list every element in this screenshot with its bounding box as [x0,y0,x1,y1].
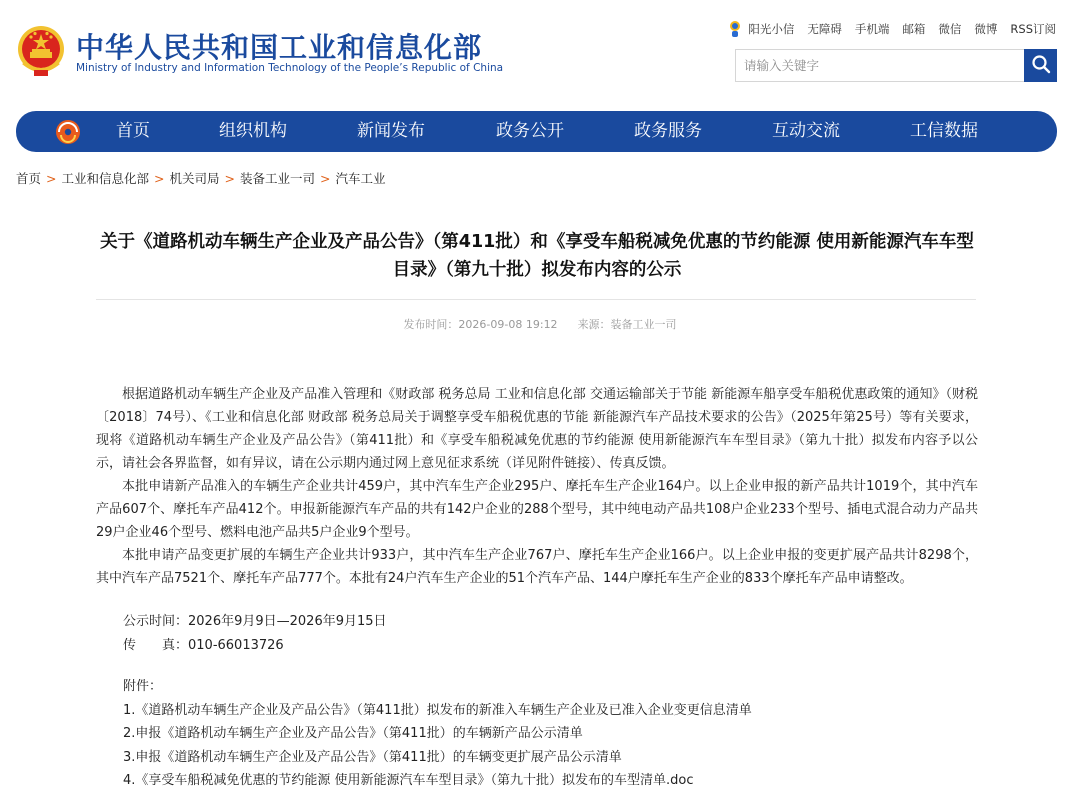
breadcrumb-home[interactable]: 首页 [16,171,42,186]
nav-item-interaction[interactable]: 互动交流 [772,121,840,141]
top-link-sunshine[interactable]: 阳光小信 [748,22,795,36]
site-title[interactable]: 中华人民共和国工业和信息化部 [76,31,483,64]
attachment-link[interactable]: 1.《道路机动车辆生产企业及产品公告》（第411批）拟发布的新准入车辆生产企业及已准入企业变更信息清单 [123,702,752,718]
article-paragraph: 本批申请新产品准入的车辆生产企业共计459户，其中汽车生产企业295户、摩托车生产企业164户。以上企业申报的新产品共计1019个，其中汽车产品607个、摩托车产品412个。申报新能源汽车产品的共有142户企业的288个型号，其中纯电动产品共108户企业233个型号、插电式混合动力产品共29户企业46个型号、燃料电池产品共5户企业9个型号。 [96,479,978,540]
nav-item-news[interactable]: 新闻发布 [357,121,425,141]
attachments-label: 附件： [123,679,163,694]
national-emblem-icon [16,24,66,78]
breadcrumb-separator: > [154,171,165,186]
nav-item-home[interactable]: 首页 [116,121,150,141]
publish-time: 发布时间：2026-09-08 19:12 [403,318,558,331]
notice-period: 公示时间：2026年9月9日—2026年9月15日 [123,614,387,629]
breadcrumb-departments[interactable]: 机关司局 [169,171,220,186]
nav-logo-icon[interactable] [54,118,82,146]
article-meta [0,316,1080,332]
fax-number: 传 真：010-66013726 [123,637,284,653]
top-link-email[interactable]: 邮箱 [902,22,926,36]
top-link-accessibility[interactable]: 无障碍 [807,22,842,36]
main-nav [16,111,1057,152]
breadcrumb-separator: > [46,171,57,186]
search-icon [1031,54,1051,78]
attachment-link[interactable]: 2.申报《道路机动车辆生产企业及产品公告》（第411批）的车辆新产品公示清单 [123,726,583,741]
breadcrumb-separator: > [224,171,235,186]
article-paragraph: 根据道路机动车辆生产企业及产品准入管理和《财政部 税务总局 工业和信息化部 交通运输部关于节能 新能源车船享受车船税优惠政策的通知》（财税〔2018〕74号）、《工业和信息化部 财政部 税务总局关于调整享受车船税优惠的节能 新能源汽车产品技术要求的公告》（2025年第25号）等有关要求，现将《道路机动车辆生产企业及产品公告》（第411批）和《享受车船税减免优惠的节约能源 使用新能源汽车车型目录》（第九十批）拟发布内容予以公示，请社会各界监督，如有异议，请在公示期内通过网上意见征求系统（详见附件链接）、传真反馈。 [96,387,978,471]
nav-item-data[interactable]: 工信数据 [910,121,978,141]
top-link-wechat[interactable]: 微信 [938,22,962,36]
site-subtitle: Ministry of Industry and Information Technology of the People’s Republic of China [76,62,504,74]
article-body [96,383,978,793]
article-paragraph: 本批申请产品变更扩展的车辆生产企业共计933户，其中汽车生产企业767户、摩托车生产企业166户。以上企业申报的变更扩展产品共计8298个，其中汽车产品7521个、摩托车产品777个。本批有24户汽车生产企业的51个汽车产品、144户摩托车生产企业的833个摩托车产品申请整改。 [96,548,978,586]
top-link-rss[interactable]: RSS订阅 [1010,22,1056,36]
top-link-mobile[interactable]: 手机端 [854,22,890,36]
top-link-weibo[interactable]: 微博 [974,22,998,36]
breadcrumb-separator: > [320,171,331,186]
title-divider [96,299,976,300]
article-title: 关于《道路机动车辆生产企业及产品公告》（第411批）和《享受车船税减免优惠的节约能源 使用新能源汽车车型目录》（第九十批）拟发布内容的公示 [100,232,974,280]
attachment-link[interactable]: 4.《享受车船税减免优惠的节约能源 使用新能源汽车车型目录》（第九十批）拟发布的车型清单.doc [123,773,694,788]
breadcrumb-miit[interactable]: 工业和信息化部 [61,171,150,186]
search-input[interactable] [736,50,1024,81]
nav-item-gov-services[interactable]: 政务服务 [634,121,702,141]
top-links [728,20,1056,38]
breadcrumb [16,169,386,187]
breadcrumb-auto-industry[interactable]: 汽车工业 [335,171,386,186]
breadcrumb-equipment-dept[interactable]: 装备工业一司 [240,171,316,186]
attachment-link[interactable]: 3.申报《道路机动车辆生产企业及产品公告》（第411批）的车辆变更扩展产品公示清单 [123,749,622,765]
nav-item-gov-affairs[interactable]: 政务公开 [496,121,564,141]
nav-item-organization[interactable]: 组织机构 [219,121,287,141]
article-source: 来源：装备工业一司 [577,318,677,331]
search-box [735,49,1057,82]
search-button[interactable] [1024,49,1057,82]
sun-mascot-icon [728,20,742,38]
